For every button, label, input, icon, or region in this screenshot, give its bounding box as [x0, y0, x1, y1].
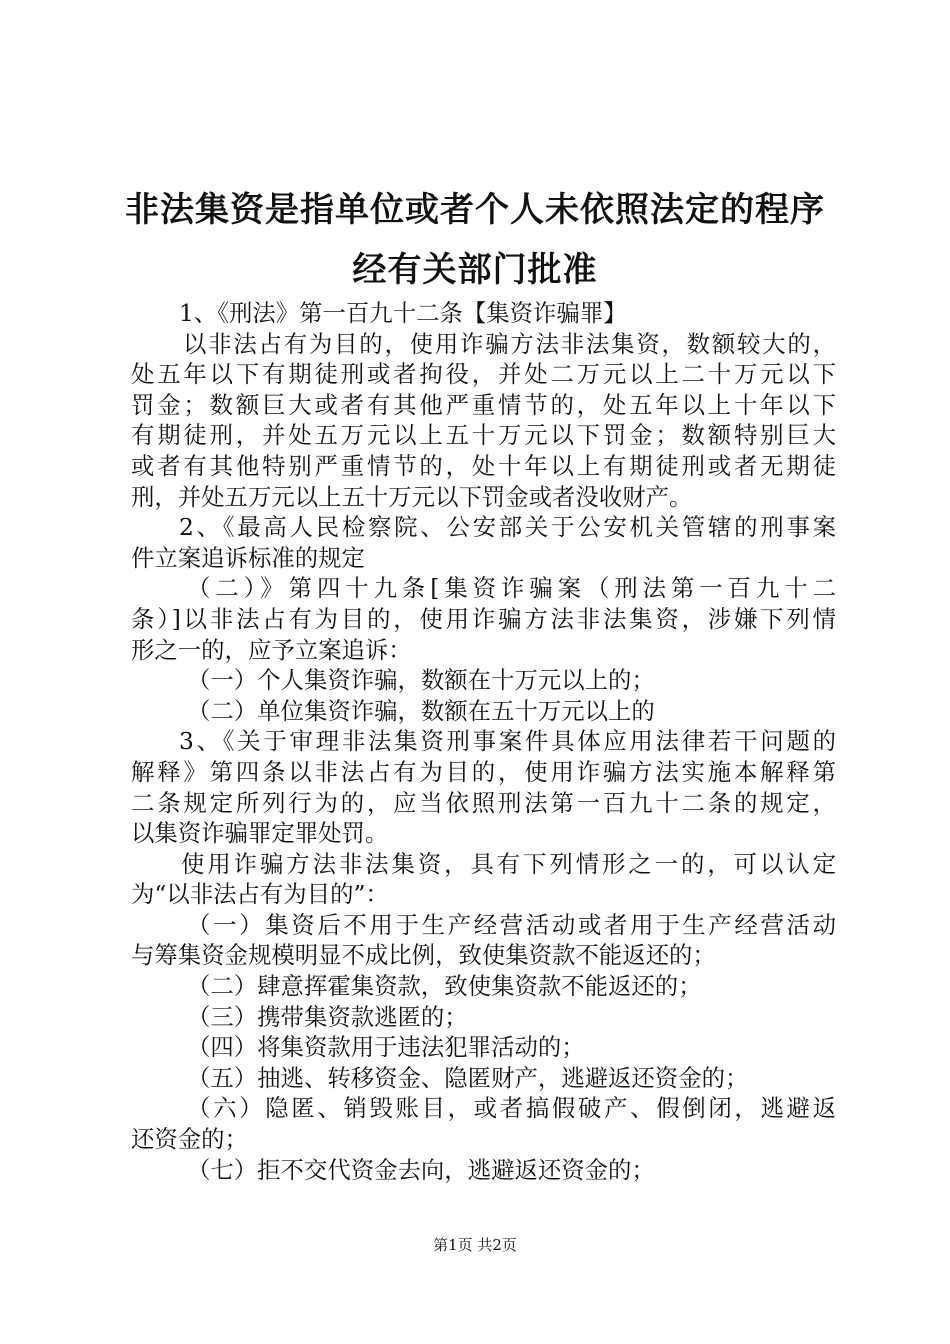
paragraph-line: （二）》第四十九条[集资诈骗案（刑法第一百九十二 [187, 574, 836, 603]
list-item: （三）携带集资款逃匿的； [187, 1002, 468, 1031]
paragraph-line: 刑，并处五万元以上五十万元以下罚金或者没收财产。 [131, 482, 693, 511]
paragraph-line: 2、《最高人民检察院、公安部关于公安机关管辖的刑事案 [179, 513, 836, 542]
paragraph-line: 与筹集资金规模明显不成比例，致使集资款不能返还的； [131, 941, 716, 970]
list-item: （四）将集资款用于违法犯罪活动的； [187, 1033, 585, 1062]
list-item: （五）抽逃、转移资金、隐匿财产，逃避返还资金的； [187, 1063, 749, 1092]
list-item: （一）集资后不用于生产经营活动或者用于生产经营活动 [187, 910, 836, 939]
paragraph-line: 以集资诈骗罪定罪处罚。 [131, 819, 389, 848]
paragraph-line: 形之一的，应予立案追诉： [131, 635, 412, 664]
list-item: （七）拒不交代资金去向，逃避返还资金的； [187, 1155, 655, 1184]
paragraph-line: 解释》第四条以非法占有为目的，使用诈骗方法实施本解释第 [131, 757, 836, 786]
paragraph-line: 或者有其他特别严重情节的，处十年以上有期徒刑或者无期徒 [131, 451, 836, 480]
list-item: （二）肆意挥霍集资款，致使集资款不能返还的； [187, 972, 702, 1001]
paragraph-line: 3、《关于审理非法集资刑事案件具体应用法律若干问题的 [179, 727, 836, 756]
paragraph-line: 件立案追诉标准的规定 [131, 543, 365, 572]
paragraph-line: 还资金的； [131, 1125, 248, 1154]
list-item: （二）单位集资诈骗，数额在五十万元以上的 [187, 696, 655, 725]
document-body [131, 298, 836, 1185]
page-footer: 第1页 共2页 [433, 1236, 517, 1254]
document-title-line-1: 非法集资是指单位或者个人未依照法定的程序 [125, 190, 825, 230]
list-item: （一）个人集资诈骗，数额在十万元以上的； [187, 666, 655, 695]
document-title-line-2: 经有关部门批准 [352, 250, 598, 290]
paragraph-line: 为“以非法占有为目的”： [131, 880, 389, 909]
paragraph-line: 1、《刑法》第一百九十二条【集资诈骗罪】 [179, 299, 627, 327]
paragraph-line: 条）]以非法占有为目的，使用诈骗方法非法集资，涉嫌下列情 [131, 604, 836, 633]
paragraph-line: 以非法占有为目的，使用诈骗方法非法集资，数额较大的， [183, 329, 836, 358]
paragraph-line: 使用诈骗方法非法集资，具有下列情形之一的，可以认定 [181, 849, 836, 878]
paragraph-line: 二条规定所列行为的，应当依照刑法第一百九十二条的规定， [131, 788, 836, 817]
paragraph-line: 罚金；数额巨大或者有其他严重情节的，处五年以上十年以下 [131, 390, 836, 419]
paragraph-line: 有期徒刑，并处五万元以上五十万元以下罚金；数额特别巨大 [131, 421, 836, 450]
list-item: （六）隐匿、销毁账目，或者搞假破产、假倒闭，逃避返 [187, 1094, 836, 1123]
paragraph-line: 处五年以下有期徒刑或者拘役，并处二万元以上二十万元以下 [131, 360, 836, 389]
